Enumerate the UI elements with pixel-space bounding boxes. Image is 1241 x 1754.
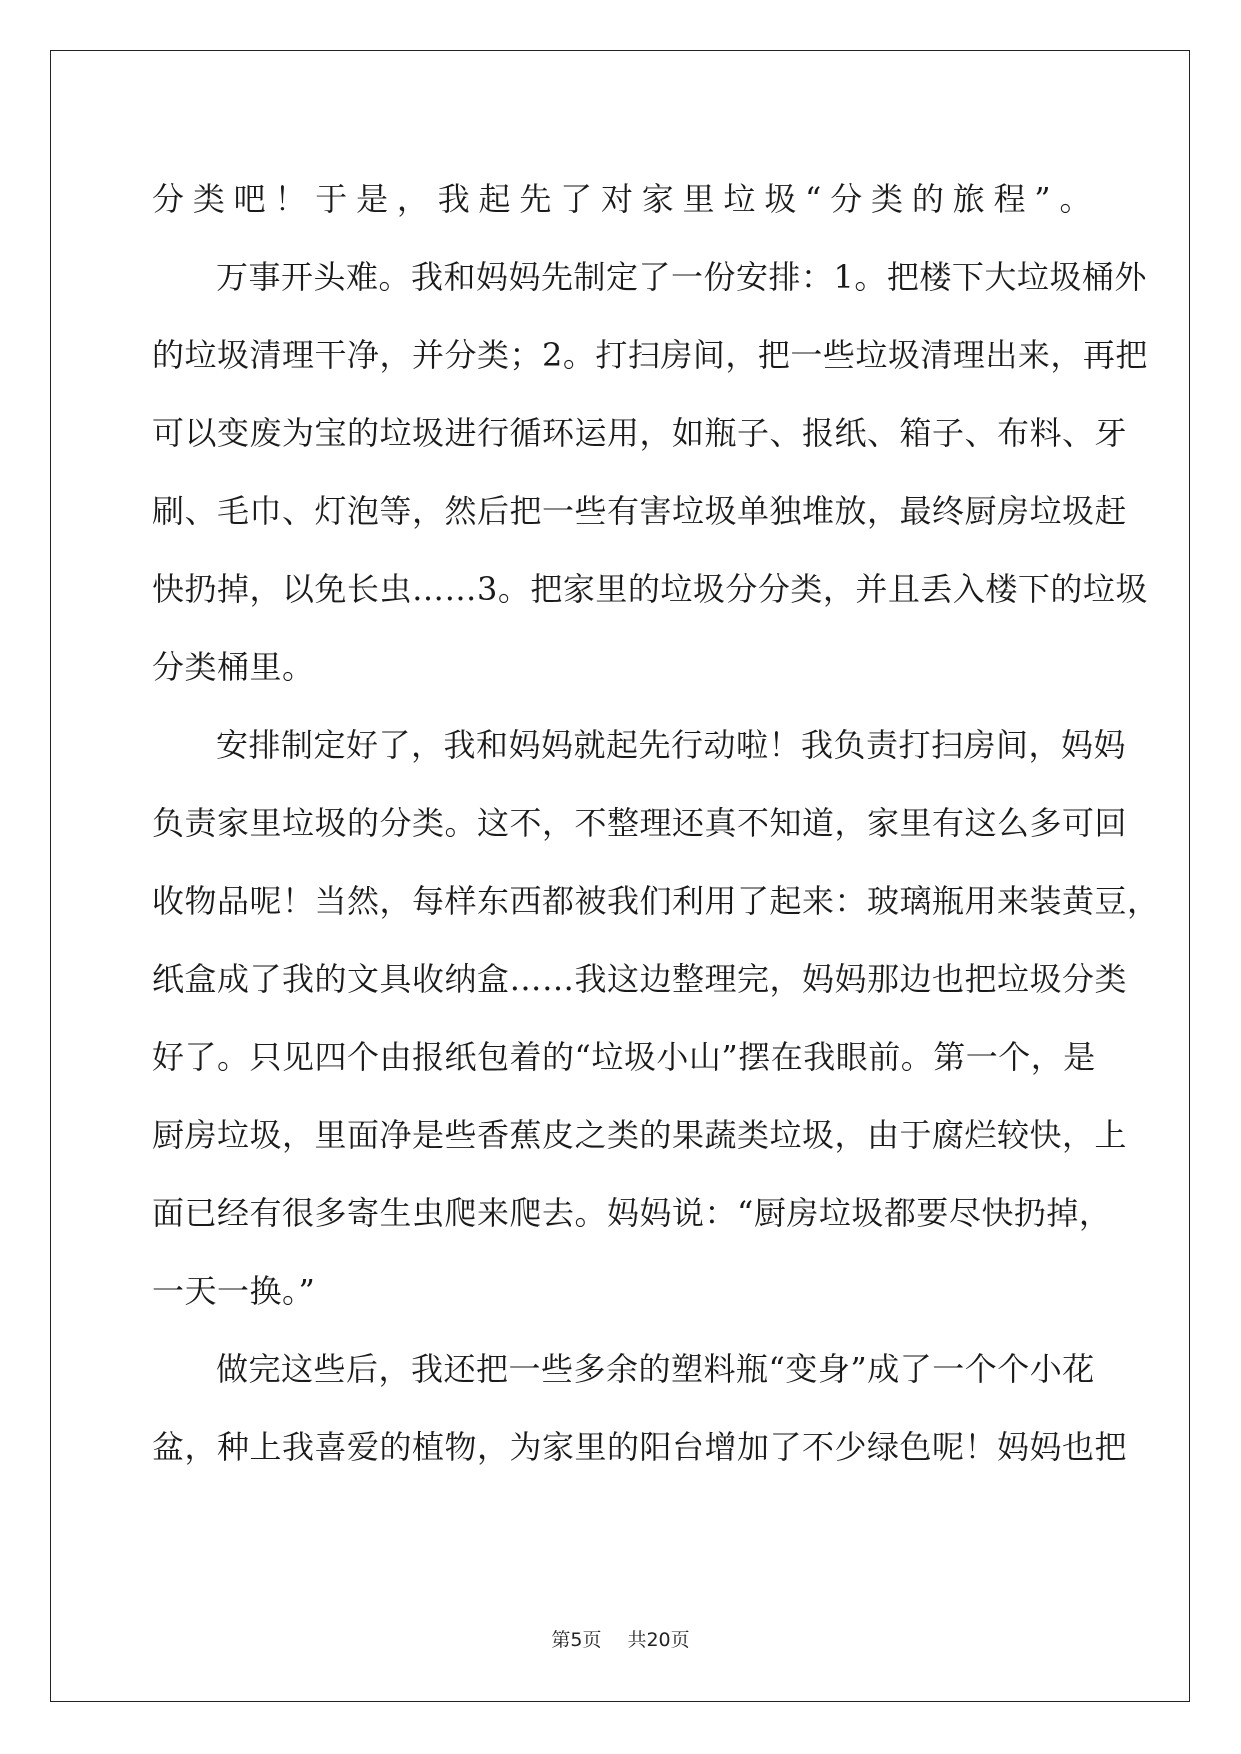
- text-line: 纸盒成了我的文具收纳盒……我这边整理完，妈妈那边也把垃圾分类: [152, 960, 1128, 998]
- text-line: 可以变废为宝的垃圾进行循环运用，如瓶子、报纸、箱子、布料、牙: [152, 414, 1128, 452]
- text-line: 负责家里垃圾的分类。这不，不整理还真不知道，家里有这么多可回: [152, 804, 1128, 842]
- text-line: 分类吧！于是，我起先了对家里垃圾“分类的旅程”。: [152, 180, 1092, 218]
- text-line: 面已经有很多寄生虫爬来爬去。妈妈说：“厨房垃圾都要尽快扔掉，: [152, 1194, 1112, 1232]
- text-line: 分类桶里。: [152, 648, 315, 686]
- text-line: 好了。只见四个由报纸包着的“垃圾小山”摆在我眼前。第一个，是: [152, 1038, 1096, 1076]
- document-body: [152, 160, 1160, 1486]
- text-line: 收物品呢！当然，每样东西都被我们利用了起来：玻璃瓶用来装黄豆，: [152, 882, 1160, 920]
- page-total: 共20页: [627, 1629, 690, 1651]
- page-number: 第5页: [551, 1629, 602, 1651]
- text-line: 快扔掉，以免长虫……3。把家里的垃圾分分类，并且丢入楼下的垃圾: [152, 570, 1148, 608]
- paragraph-first-line: 万事开头难。我和妈妈先制定了一份安排：1。把楼下大垃圾桶外: [216, 258, 1147, 296]
- text-line: 刷、毛巾、灯泡等，然后把一些有害垃圾单独堆放，最终厨房垃圾赶: [152, 492, 1128, 530]
- text-line: 的垃圾清理干净，并分类；2。打扫房间，把一些垃圾清理出来，再把: [152, 336, 1148, 374]
- text-line: 一天一换。”: [152, 1272, 316, 1310]
- page-footer: [0, 1625, 1241, 1652]
- paragraph-first-line: 安排制定好了，我和妈妈就起先行动啦！我负责打扫房间，妈妈: [216, 726, 1127, 764]
- text-line: 盆，种上我喜爱的植物，为家里的阳台增加了不少绿色呢！妈妈也把: [152, 1428, 1128, 1466]
- text-line: 厨房垃圾，里面净是些香蕉皮之类的果蔬类垃圾，由于腐烂较快，上: [152, 1116, 1128, 1154]
- paragraph-first-line: 做完这些后，我还把一些多余的塑料瓶“变身”成了一个个小花: [216, 1350, 1095, 1388]
